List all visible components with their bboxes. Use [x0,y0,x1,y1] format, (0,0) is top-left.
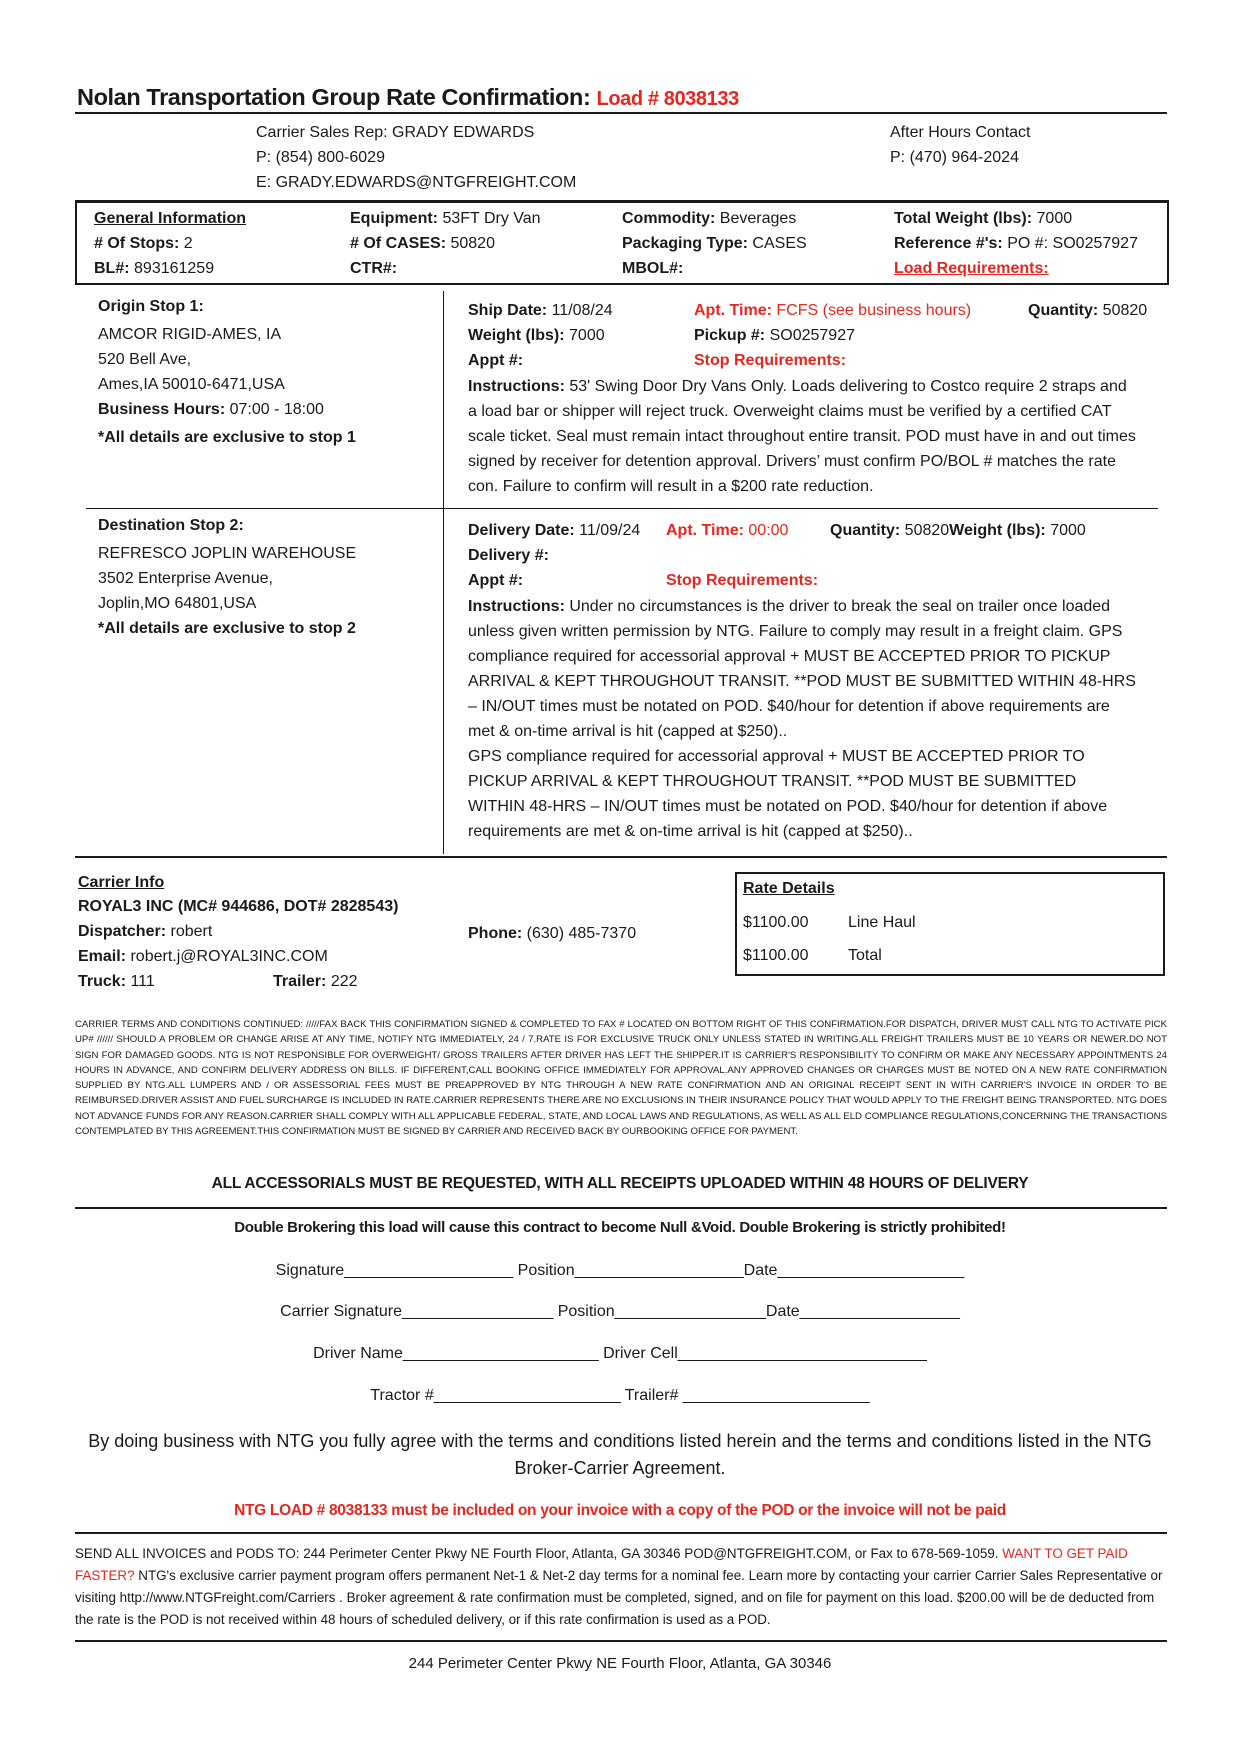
pickup-label: Pickup #: [694,327,766,344]
invoice-address-text: SEND ALL INVOICES and PODS TO: 244 Perimeter Center Pkwy NE Fourth Floor, Atlanta, GA 30346 POD@NTGFREIGHT.COM, or Fax to 678-569-1059. [75,1546,1003,1561]
hours-label: Business Hours: [98,401,226,418]
carrier-email [78,948,328,966]
origin-qty-value: 50820 [1102,302,1148,319]
origin-hours [98,401,324,419]
rate-details-heading: Rate Details [743,880,835,897]
ship-date-label: Ship Date: [468,302,548,319]
invoice-rule [75,1532,1167,1534]
commodity [622,210,796,228]
dest-appt-time [666,522,788,540]
dest-weight-value: 7000 [1050,522,1086,539]
dest-qty-label: Quantity: [830,522,901,539]
rate-row [743,914,916,932]
cases [350,235,495,253]
dest-instr-label: Instructions: [468,598,565,615]
after-hours-label: After Hours Contact [890,124,1031,141]
stops-divider-vertical [443,291,444,854]
origin-instr-text: 53' Swing Door Dry Vans Only. Loads delivering to Costco require 2 straps and a load bar or shipper will reject truck. Overweight claims must be verified by a certified CAT scale ticket. Seal must remain intact throughout entire transit. POD must have in and out times signed by receiver for detention approval. Drivers’ must confirm PO/BOL # matches the rate con. Failure to confirm will result in a $200 rate reduction. [468,378,1136,495]
terms-and-conditions: CARRIER TERMS AND CONDITIONS CONTINUED: /////FAX BACK THIS CONFIRMATION SIGNED & COMPLETED TO FAX # LOCATED ON BOTTOM RIGHT OF THIS CONFIRMATION.FOR DISPATCH, DRIVER MUST CALL NTG TO ACTIVATE PICK UP# ////// SHOULD A PROBLEM OR CHANGE ARISE AT ANY TIME, NOTIFY NTG IMMEDIATELY, 24 / 7.RATE IS FOR EXCLUSIVE TRUCK ONLY UNLESS STATED IN WRITING.ALL FREIGHT TRAILERS MUST BE 10 YEARS OR NEWER.DO NOT SIGN FOR DAMAGED GOODS. NTG IS NOT RESPONSIBLE FOR OVERWEIGHT/ GROSS TRAILERS AFTER DRIVER HAS LEFT THE SHIPPER.IT IS CARRIER'S RESPONSIBILITY TO CONFIRM OR MAKE ANY NECESSARY APPOINTMENTS 24 HOURS IN ADVANCE, AND CONFIRM DELIVERY ADDRESS ON BILLS. IF DIFFERENT,CALL BOOKING OFFICE IMMEDIATELY FOR APPROVAL.ANY APPROVED CHANGES OR CHARGES MUST BE NOTED ON A NEW RATE CONFIRMATION SUPPLIED BY NTG.ALL LUMPERS AND / OR ASSESSORIAL FEES MUST BE PREAPPROVED BY NTG THROUGH A NEW RATE CONFIRMATION AND AN ORIGINAL RECEIPT SENT IN WITH CARRIER'S INVOICE IN ORDER TO BE REIMBURSED.DRIVER ASSIST AND FUEL SURCHARGE IS INCLUDED IN RATE.CARRIER REPRESENTS THERE ARE NO EXCLUSIONS IN THEIR INSURANCE POLICY THAT WOULD APPLY TO THE FREIGHT BEING TRANSPORTED. NTG DOES NOT ADVANCE FUNDS FOR ANY REASON.CARRIER SHALL COMPLY WITH ALL APPLICABLE FEDERAL, STATE, AND LOCAL LAWS AND REGULATIONS, AS WELL AS ALL ELD COMPLIANCE REGULATIONS,CONCERNING THE TRANSACTIONS CONTEMPLATED BY THIS AGREEMENT.THIS CONFIRMATION MUST BE SIGNED BY CARRIER AND RECEIVED BACK BY OURBOOKING OFFICE FOR PAYMENT. [75,1019,1167,1138]
origin-name: AMCOR RIGID-AMES, IA [98,326,282,343]
total-weight-value: 7000 [1036,210,1073,227]
driver-line[interactable]: Driver Name______________________ Driver Cell____________________________ [313,1345,927,1362]
stops-label: # Of Stops: [94,235,180,252]
ship-date [468,302,613,320]
stops-bottom-rule [75,856,1167,858]
packaging-label: Packaging Type: [622,235,748,252]
origin-instr-label: Instructions: [468,378,565,395]
dest-instr-text-2: GPS compliance required for accessorial approval + MUST BE ACCEPTED PRIOR TO PICKUP ARRIVAL & KEPT THROUGHOUT TRANSIT. **POD MUST BE SUBMITTED WITHIN 48-HRS – IN/OUT times must be notated on POD. $40/hour for detention if above requirements are met & on-time arrival is hit (capped at $250).. [468,748,1108,840]
general-info-heading: General Information [94,210,247,227]
header-rule [75,112,1167,114]
dest-qty-value: 50820 [904,522,950,539]
dest-street: 3502 Enterprise Avenue, [98,570,273,587]
origin-city: Ames,IA 50010-6471,USA [98,376,285,393]
pickup-value: SO0257927 [769,327,855,344]
dispatcher-label: Dispatcher: [78,923,167,940]
ctr-label: CTR#: [350,260,398,277]
origin-exclusive-note: *All details are exclusive to stop 1 [98,429,356,446]
accessorials-rule [75,1207,1167,1209]
origin-appt-time-label: Apt. Time: [694,302,772,319]
footer-address: 244 Perimeter Center Pkwy NE Fourth Floor, Atlanta, GA 30346 [408,1655,832,1672]
origin-instructions [468,374,1136,499]
truck-label: Truck: [78,973,127,990]
trailer-value: 222 [330,973,358,990]
agreement-text: By doing business with NTG you fully agree with the terms and conditions listed herein and the terms and conditions listed in the NTG Broker-Carrier Agreement. [88,1431,1152,1478]
dest-stop-requirements: Stop Requirements: [666,572,819,589]
rep-phone: P: (854) 800-6029 [256,149,385,166]
load-requirements: Load Requirements: [894,260,1049,277]
pickup-number [694,327,855,345]
commodity-value: Beverages [719,210,797,227]
origin-street: 520 Bell Ave, [98,351,192,368]
invoice-notice: NTG LOAD # 8038133 must be included on your invoice with a copy of the POD or the invoice will not be paid [234,1502,1006,1519]
dest-appt-time-value: 00:00 [748,522,789,539]
origin-heading: Origin Stop 1: [98,298,204,315]
carrier-email-value: robert.j@ROYAL3INC.COM [130,948,328,965]
rate-details-box [735,872,1165,976]
cases-value: 50820 [450,235,495,252]
reference [894,235,1138,253]
dest-quantity [830,522,1086,540]
origin-appt-number: Appt #: [468,352,524,369]
stops-value: 2 [183,235,193,252]
ship-date-value: 11/08/24 [551,302,613,319]
rate-desc: Line Haul [848,914,916,931]
carrier-signature-line[interactable]: Carrier Signature_________________ Position_________________Date__________________ [280,1303,960,1320]
origin-appt-time [694,302,971,320]
origin-quantity [1028,302,1147,320]
truck-value: 111 [130,973,155,990]
bl-value: 893161259 [134,260,215,277]
origin-weight [468,327,605,345]
get-paid-faster-link[interactable]: WANT TO GET PAID FASTER? [75,1546,1128,1583]
stops-divider-horizontal [86,508,1158,509]
invoice-program-text: NTG's exclusive carrier payment program offers permanent Net-1 & Net-2 day terms for a nominal fee. Learn more by contacting your carrier Carrier Sales Representative or visiting http://www.NTGFreight.com/Carriers . Broker agreement & rate confirmation must be completed, signed, and on file for payment on this load. $200.00 will be de deducted from the rate is the POD is not received within 48 hours of scheduled delivery, or if this rate confirmation is used as a POD. [75,1568,1163,1627]
dest-heading: Destination Stop 2: [98,517,244,534]
bl-label: BL#: [94,260,130,277]
origin-weight-value: 7000 [569,327,605,344]
dispatcher [78,923,212,941]
dest-city: Joplin,MO 64801,USA [98,595,257,612]
carrier-phone-value: (630) 485-7370 [526,925,637,942]
delivery-date-value: 11/09/24 [579,522,641,539]
double-brokering-notice: Double Brokering this load will cause this contract to become Null &Void. Double Brokering is strictly prohibited! [234,1219,1006,1236]
carrier-phone [468,925,636,943]
trailer-number [273,973,358,991]
title-text: Nolan Transportation Group Rate Confirmation: [77,84,591,110]
packaging [622,235,807,253]
dest-exclusive-note: *All details are exclusive to stop 2 [98,620,356,637]
dest-name: REFRESCO JOPLIN WAREHOUSE [98,545,357,562]
page-title [77,84,739,111]
reference-label: Reference #'s: [894,235,1003,252]
trailer-label: Trailer: [273,973,327,990]
bl-number [94,260,214,278]
dest-instr-text: Under no circumstances is the driver to break the seal on trailer once loaded unless given written permission by NTG. Failure to comply may result in a freight claim. GPS compliance required for accessorial approval + MUST BE ACCEPTED PRIOR TO PICKUP ARRIVAL & KEPT THROUGHOUT TRANSIT. **POD MUST BE SUBMITTED WITHIN 48-HRS – IN/OUT times must be notated on POD. $40/hour for detention if above requirements are met & on-time arrival is hit (capped at $250).. [468,598,1136,740]
rep-email: E: GRADY.EDWARDS@NTGFREIGHT.COM [256,174,577,191]
carrier-heading: Carrier Info [78,874,165,891]
equipment-label: Equipment: [350,210,438,227]
carrier-phone-label: Phone: [468,925,523,942]
reference-value: PO #: SO0257927 [1007,235,1138,252]
origin-stop-requirements: Stop Requirements: [694,352,847,369]
accessorials-notice: ALL ACCESSORIALS MUST BE REQUESTED, WITH ALL RECEIPTS UPLOADED WITHIN 48 HOURS OF DELIVERY [211,1175,1029,1192]
dispatcher-value: robert [170,923,213,940]
origin-weight-label: Weight (lbs): [468,327,565,344]
packaging-value: CASES [752,235,807,252]
stops-count [94,235,193,253]
mbol-label: MBOL#: [622,260,684,277]
invoice-instructions [75,1543,1169,1631]
equipment [350,210,541,228]
rate-desc: Total [848,947,882,964]
carrier-email-label: Email: [78,948,127,965]
delivery-number: Delivery #: [468,547,549,564]
dest-appt-number: Appt #: [468,572,524,589]
dest-appt-time-label: Apt. Time: [666,522,744,539]
origin-appt-time-value: FCFS (see business hours) [776,302,972,319]
hours-value: 07:00 - 18:00 [229,401,324,418]
rate-row [743,947,882,965]
delivery-date [468,522,640,540]
footer-rule [75,1640,1167,1642]
commodity-label: Commodity: [622,210,716,227]
tractor-line[interactable]: Tractor #_____________________ Trailer# _____________________ [370,1387,870,1404]
equipment-value: 53FT Dry Van [442,210,541,227]
total-weight [894,210,1072,228]
dest-weight-label: Weight (lbs): [949,522,1046,539]
rate-amount: $1100.00 [743,947,809,964]
truck-number [78,973,155,991]
signature-line[interactable]: Signature___________________ Position___________________Date_____________________ [275,1262,965,1279]
rep-name: Carrier Sales Rep: GRADY EDWARDS [256,124,535,141]
rate-amount: $1100.00 [743,914,809,931]
after-hours-phone: P: (470) 964-2024 [890,149,1019,166]
carrier-name: ROYAL3 INC (MC# 944686, DOT# 2828543) [78,898,399,915]
cases-label: # Of CASES: [350,235,447,252]
load-number: Load # 8038133 [596,88,739,110]
delivery-date-label: Delivery Date: [468,522,575,539]
origin-qty-label: Quantity: [1028,302,1099,319]
total-weight-label: Total Weight (lbs): [894,210,1033,227]
dest-instructions [468,594,1136,844]
